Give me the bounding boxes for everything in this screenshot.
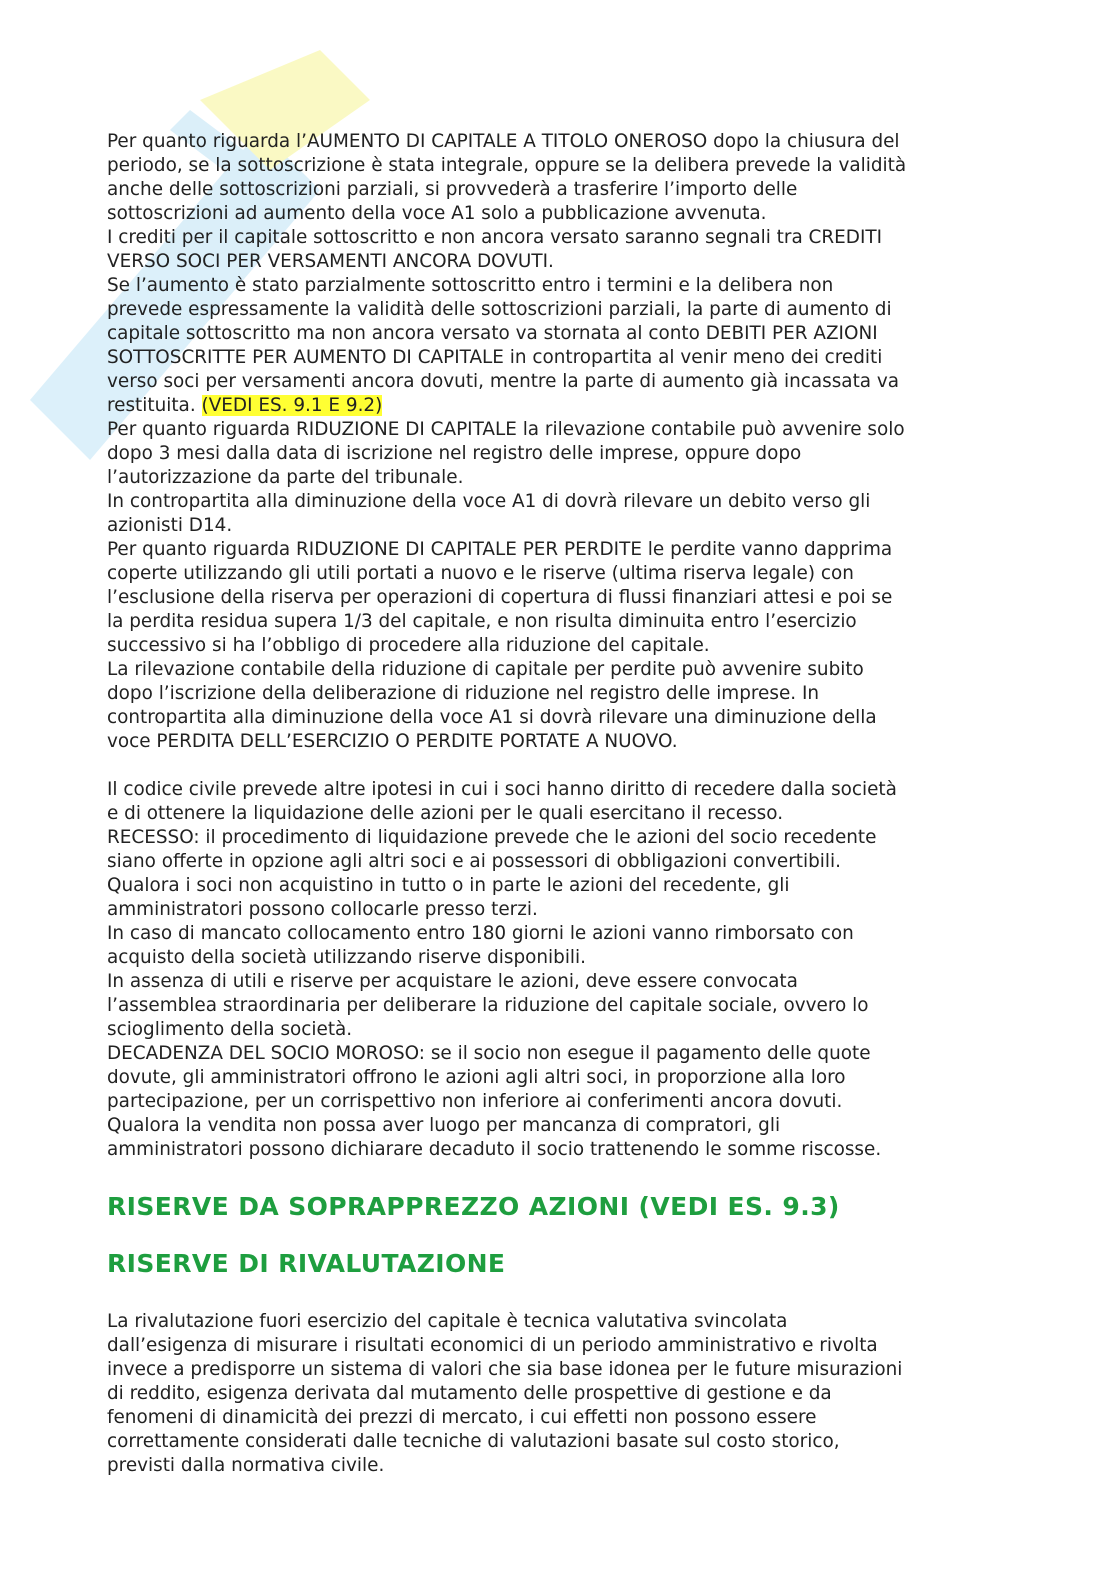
paragraph: In assenza di utili e riserve per acquistare le azioni, deve essere convocata l’assemblea straordinaria per deliberare la riduzione del capitale sociale, ovvero lo scioglimento della società. [107,971,869,1040]
paragraph: La rilevazione contabile della riduzione di capitale per perdite può avvenire subito dopo l’iscrizione della deliberazione di riduzione nel registro delle imprese. In contropartita alla diminuzione della voce A1 si dovrà rilevare una diminuzione della voce PERDITA DELL’ESERCIZIO O PERDITE PORTATE A NUOVO. [107,659,877,752]
paragraph: In caso di mancato collocamento entro 180 giorni le azioni vanno rimborsato con acquisto della società utilizzando riserve disponibili. [107,923,854,968]
exercise-reference-highlight: (VEDI ES. 9.1 E 9.2) [201,395,383,416]
paragraph: Qualora i soci non acquistino in tutto o in parte le azioni del recedente, gli amministratori possono collocarle presso terzi. [107,875,790,920]
paragraph: Il codice civile prevede altre ipotesi in cui i soci hanno diritto di recedere dalla società e di ottenere la liquidazione delle azioni per le quali esercitano il recesso. [107,779,897,824]
paragraph: DECADENZA DEL SOCIO MOROSO: se il socio non esegue il pagamento delle quote dovute, gli amministratori offrono le azioni agli altri soci, in proporzione alla loro partecipazione, per un corrispettivo non inferiore ai conferimenti ancora dovuti. [107,1043,871,1112]
section-heading: RISERVE DA SOPRAPPREZZO AZIONI (VEDI ES. 9.3) [107,1192,840,1221]
document-page [107,130,1007,1478]
paragraph: Per quanto riguarda RIDUZIONE DI CAPITALE PER PERDITE le perdite vanno dapprima coperte utilizzando gli utili portati a nuovo e le riserve (ultima riserva legale) con l’esclusione della riserva per operazioni di copertura di flussi finanziari attesi e poi se la perdita residua supera 1/3 del capitale, e non risulta diminuita entro l’esercizio successivo si ha l’obbligo di procedere alla riduzione del capitale. [107,539,893,656]
paragraph: In contropartita alla diminuzione della voce A1 di dovrà rilevare un debito verso gli azionisti D14. [107,491,871,536]
paragraph-spacer [107,754,1007,778]
paragraph-text: Se l’aumento è stato parzialmente sottoscritto entro i termini e la delibera non prevede espressamente la validità delle sottoscrizioni parziali, la parte di aumento di capitale sottoscritto ma non ancora versato va stornata al conto DEBITI PER AZIONI SOTTOSCRITTE PER AUMENTO DI CAPITALE in contropartita al venir meno dei crediti verso soci per versamenti ancora dovuti, mentre la parte di aumento già incassata va restituita. [107,275,900,416]
section-heading: RISERVE DI RIVALUTAZIONE [107,1249,506,1278]
paragraph: Qualora la vendita non possa aver luogo per mancanza di compratori, gli amministratori possono dichiarare decaduto il socio trattenendo le somme riscosse. [107,1115,882,1160]
paragraph: RECESSO: il procedimento di liquidazione prevede che le azioni del socio recedente siano offerte in opzione agli altri soci e ai possessori di obbligazioni convertibili. [107,827,877,872]
paragraph: I crediti per il capitale sottoscritto e non ancora versato saranno segnali tra CREDITI VERSO SOCI PER VERSAMENTI ANCORA DOVUTI. [107,227,883,272]
paragraph: Per quanto riguarda l’AUMENTO DI CAPITALE A TITOLO ONEROSO dopo la chiusura del periodo, se la sottoscrizione è stata integrale, oppure se la delibera prevede la validità anche delle sottoscrizioni parziali, si provvederà a trasferire l’importo delle sottoscrizioni ad aumento della voce A1 solo a pubblicazione avvenuta. [107,131,907,224]
paragraph: La rivalutazione fuori esercizio del capitale è tecnica valutativa svincolata dall’esigenza di misurare i risultati economici di un periodo amministrativo e rivolta invece a predisporre un sistema di valori che sia base idonea per le future misurazioni di reddito, esigenza derivata dal mutamento delle prospettive di gestione e da fenomeni di dinamicità dei prezzi di mercato, i cui effetti non possono essere correttamente considerati dalle tecniche di valutazioni basate sul costo storico, previsti dalla normativa civile. [107,1311,903,1476]
paragraph: Per quanto riguarda RIDUZIONE DI CAPITALE la rilevazione contabile può avvenire solo dopo 3 mesi dalla data di iscrizione nel registro delle imprese, oppure dopo l’autorizzazione da parte del tribunale. [107,419,905,488]
paragraph-with-highlight [107,274,1007,418]
